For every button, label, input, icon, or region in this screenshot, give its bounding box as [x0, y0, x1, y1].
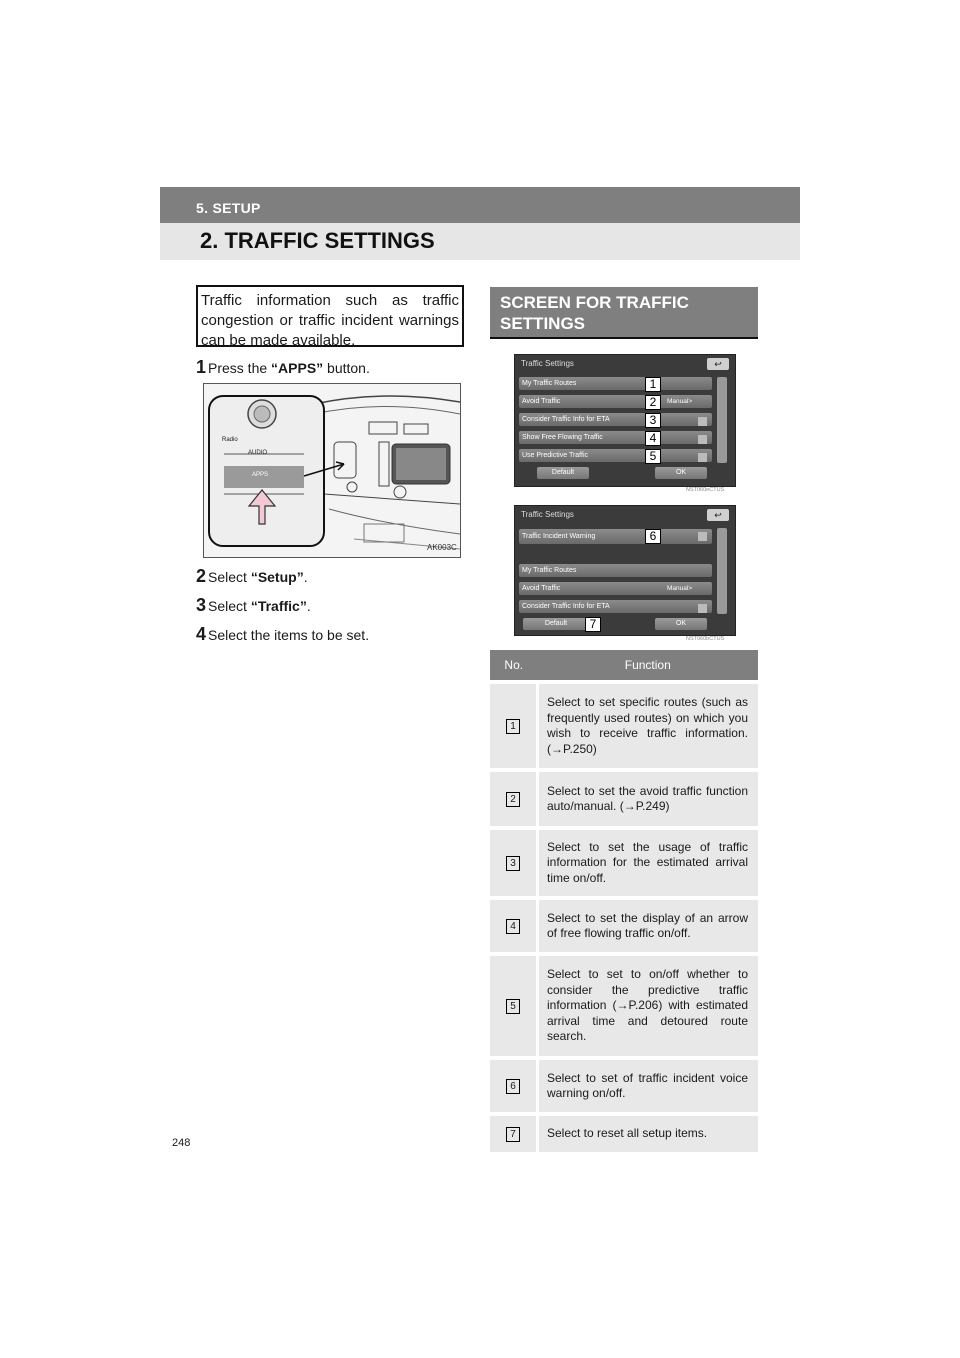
callout-5: 5 — [645, 449, 661, 464]
row-show-free-flowing[interactable]: Show Free Flowing Traffic — [519, 431, 712, 444]
step-2: 2 Select “Setup”. — [196, 566, 308, 586]
apps-label: APPS — [252, 472, 269, 478]
screen-section-rule — [490, 337, 758, 339]
table-row — [490, 682, 758, 770]
checkbox-icon[interactable] — [698, 417, 707, 426]
illustration-code: AK003C — [427, 543, 457, 552]
avoid-traffic-manual: Manual> — [667, 585, 693, 592]
screen2-code: NST060bCTUS — [686, 636, 725, 642]
callout-4: 4 — [645, 431, 661, 446]
audio-label: AUDIO — [248, 450, 268, 456]
col-function-header: Function — [538, 650, 759, 682]
callout-6: 6 — [645, 529, 661, 544]
number-box: 4 — [506, 919, 520, 934]
table-row — [490, 828, 758, 898]
intro-box: Traffic information such as traffic congestion or traffic incident warnings can be made available. — [196, 285, 464, 347]
callout-3: 3 — [645, 413, 661, 428]
number-box: 2 — [506, 792, 520, 807]
function-text: Select to set the display of an arrow of free flowing traffic on/off. — [538, 898, 759, 954]
section-label: 5. SETUP — [196, 200, 261, 216]
callout-2: 2 — [645, 395, 661, 410]
table-header-row — [490, 650, 758, 682]
ok-button[interactable]: OK — [655, 618, 707, 630]
screen1-code: NST060eCTUS — [686, 487, 725, 493]
function-table — [490, 650, 758, 1152]
checkbox-icon[interactable] — [698, 435, 707, 444]
row-avoid-traffic[interactable]: Avoid Traffic — [519, 582, 712, 595]
row-use-predictive[interactable]: Use Predictive Traffic — [519, 449, 712, 462]
function-text: Select to set to on/off whether to consider the predictive traffic information (→P.206) with estimated arrival time and detoured route search. — [538, 954, 759, 1058]
row-avoid-traffic[interactable]: Avoid Traffic — [519, 395, 712, 408]
step-number: 2 — [196, 566, 207, 586]
function-text: Select to set of traffic incident voice warning on/off. — [538, 1058, 759, 1114]
callout-1: 1 — [645, 377, 661, 392]
step-number: 4 — [196, 624, 207, 644]
function-text: Select to set specific routes (such as frequently used routes) on which you wish to receive traffic information. (→P.250) — [538, 682, 759, 770]
callout-7: 7 — [585, 617, 601, 632]
checkbox-icon[interactable] — [698, 604, 707, 613]
col-no-header: No. — [490, 650, 538, 682]
traffic-settings-screen-1 — [514, 354, 736, 487]
step-3: 3 Select “Traffic”. — [196, 595, 311, 615]
dashboard-drawing — [204, 384, 460, 557]
scrollbar[interactable] — [717, 377, 727, 463]
table-row — [490, 898, 758, 954]
radio-label: Radio — [222, 437, 238, 443]
row-traffic-incident-warning[interactable]: Traffic Incident Warning — [519, 529, 712, 544]
screen-title: Traffic Settings — [521, 510, 574, 519]
step-number: 1 — [196, 357, 207, 377]
row-consider-traffic-eta[interactable]: Consider Traffic Info for ETA — [519, 413, 712, 426]
page-title: 2. TRAFFIC SETTINGS — [200, 228, 435, 253]
step-1: 1 Press the “APPS” button. — [196, 357, 370, 377]
checkbox-icon[interactable] — [698, 532, 707, 541]
number-box: 5 — [506, 999, 520, 1014]
step-number: 3 — [196, 595, 207, 615]
number-box: 6 — [506, 1079, 520, 1094]
row-my-traffic-routes[interactable]: My Traffic Routes — [519, 377, 712, 390]
dashboard-illustration — [203, 383, 461, 558]
row-my-traffic-routes[interactable]: My Traffic Routes — [519, 564, 712, 577]
number-box: 1 — [506, 719, 520, 734]
screen-title: Traffic Settings — [521, 359, 574, 368]
checkbox-icon[interactable] — [698, 453, 707, 462]
default-button[interactable]: Default — [523, 618, 589, 630]
function-text: Select to set the usage of traffic information for the estimated arrival time on/off. — [538, 828, 759, 898]
table-row — [490, 1114, 758, 1152]
table-row — [490, 954, 758, 1058]
scrollbar[interactable] — [717, 528, 727, 614]
default-button[interactable]: Default — [537, 467, 589, 479]
table-row — [490, 1058, 758, 1114]
step-4: 4 Select the items to be set. — [196, 624, 370, 644]
function-text: Select to reset all setup items. — [538, 1114, 759, 1152]
number-box: 3 — [506, 856, 520, 871]
avoid-traffic-manual: Manual> — [667, 398, 693, 405]
page-number: 248 — [172, 1137, 191, 1149]
back-button[interactable]: ↩ — [707, 358, 729, 370]
row-consider-traffic-eta[interactable]: Consider Traffic Info for ETA — [519, 600, 712, 613]
table-row — [490, 770, 758, 828]
ok-button[interactable]: OK — [655, 467, 707, 479]
screen-section-title: SCREEN FOR TRAFFIC SETTINGS — [500, 293, 689, 333]
number-box: 7 — [506, 1127, 520, 1142]
function-text: Select to set the avoid traffic function auto/manual. (→P.249) — [538, 770, 759, 828]
traffic-settings-screen-2 — [514, 505, 736, 636]
back-button[interactable]: ↩ — [707, 509, 729, 521]
